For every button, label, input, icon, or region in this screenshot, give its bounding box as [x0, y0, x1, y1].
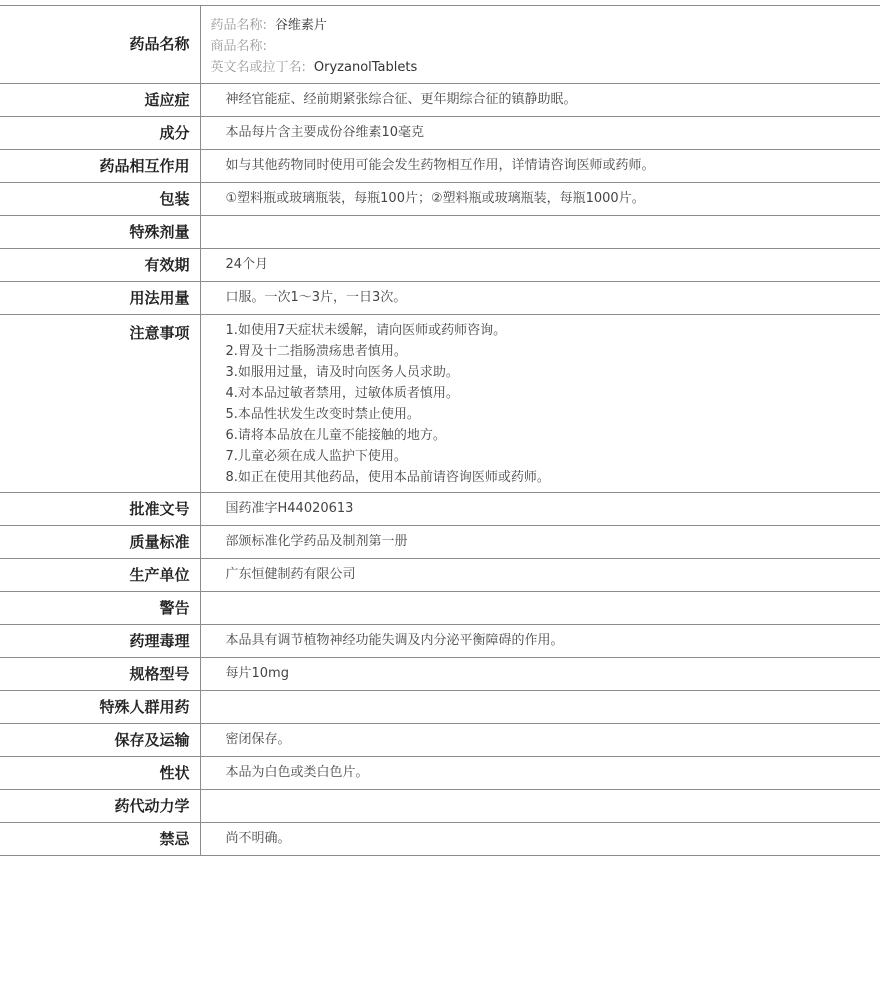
- english-name-key: 英文名或拉丁名:: [210, 60, 306, 75]
- interactions-label: 药品相互作用: [0, 150, 200, 183]
- warning-value: [200, 592, 880, 625]
- row-special-dosage: [0, 216, 880, 249]
- special-dosage-label: 特殊剂量: [0, 216, 200, 249]
- special-population-value: [200, 691, 880, 724]
- indications-value: 神经官能症、经前期紧张综合征、更年期综合征的镇静助眠。: [200, 84, 880, 117]
- drug-name-label: 药品名称: [0, 6, 200, 84]
- precaution-item: 7.儿童必须在成人监护下使用。: [225, 449, 407, 464]
- row-contraindications: [0, 823, 880, 856]
- packaging-value: ①塑料瓶或玻璃瓶装，每瓶100片；②塑料瓶或玻璃瓶装，每瓶1000片。: [200, 183, 880, 216]
- row-storage: [0, 724, 880, 757]
- precaution-item: 2.胃及十二指肠溃疡患者慎用。: [225, 344, 407, 359]
- trade-name-line: [211, 36, 880, 57]
- precaution-item: 4.对本品过敏者禁用，过敏体质者慎用。: [225, 386, 459, 401]
- english-name-line: [211, 57, 880, 78]
- row-interactions: [0, 150, 880, 183]
- shelf-life-value: 24个月: [200, 249, 880, 282]
- pharmacokinetics-value: [200, 790, 880, 823]
- precaution-item: 5.本品性状发生改变时禁止使用。: [225, 407, 420, 422]
- usage-value: 口服。一次1～3片，一日3次。: [200, 282, 880, 315]
- row-pharmacokinetics: [0, 790, 880, 823]
- manufacturer-value: 广东恒健制药有限公司: [200, 559, 880, 592]
- row-specification: [0, 658, 880, 691]
- generic-name-key: 药品名称:: [210, 18, 267, 33]
- pharmacokinetics-label: 药代动力学: [0, 790, 200, 823]
- row-manufacturer: [0, 559, 880, 592]
- row-ingredients: [0, 117, 880, 150]
- row-warning: [0, 592, 880, 625]
- storage-value: 密闭保存。: [200, 724, 880, 757]
- generic-name-value: 谷维素片: [274, 18, 327, 33]
- interactions-value: 如与其他药物同时使用可能会发生药物相互作用，详情请咨询医师或药师。: [200, 150, 880, 183]
- contraindications-label: 禁忌: [0, 823, 200, 856]
- drug-info-table: [0, 5, 880, 856]
- row-packaging: [0, 183, 880, 216]
- precaution-item: 3.如服用过量，请及时向医务人员求助。: [225, 365, 459, 380]
- specification-value: 每片10mg: [200, 658, 880, 691]
- contraindications-value: 尚不明确。: [200, 823, 880, 856]
- ingredients-label: 成分: [0, 117, 200, 150]
- row-indications: [0, 84, 880, 117]
- approval-number-value: 国药准字H44020613: [200, 493, 880, 526]
- approval-number-label: 批准文号: [0, 493, 200, 526]
- pharmacology-label: 药理毒理: [0, 625, 200, 658]
- special-dosage-value: [200, 216, 880, 249]
- quality-standard-value: 部颁标准化学药品及制剂第一册: [200, 526, 880, 559]
- row-usage: [0, 282, 880, 315]
- row-precautions: [0, 315, 880, 493]
- storage-label: 保存及运输: [0, 724, 200, 757]
- generic-name-line: [211, 15, 880, 36]
- row-quality-standard: [0, 526, 880, 559]
- indications-label: 适应症: [0, 84, 200, 117]
- ingredients-value: 本品每片含主要成份谷维素10毫克: [200, 117, 880, 150]
- precautions-list: [200, 315, 880, 493]
- packaging-label: 包装: [0, 183, 200, 216]
- row-pharmacology: [0, 625, 880, 658]
- english-name-value: OryzanolTablets: [313, 60, 418, 75]
- trade-name-key: 商品名称:: [210, 39, 267, 54]
- quality-standard-label: 质量标准: [0, 526, 200, 559]
- special-population-label: 特殊人群用药: [0, 691, 200, 724]
- specification-label: 规格型号: [0, 658, 200, 691]
- precaution-item: 8.如正在使用其他药品，使用本品前请咨询医师或药师。: [225, 470, 550, 485]
- manufacturer-label: 生产单位: [0, 559, 200, 592]
- appearance-value: 本品为白色或类白色片。: [200, 757, 880, 790]
- precautions-label: 注意事项: [0, 315, 200, 493]
- row-drug-name: [0, 6, 880, 84]
- appearance-label: 性状: [0, 757, 200, 790]
- row-appearance: [0, 757, 880, 790]
- usage-label: 用法用量: [0, 282, 200, 315]
- pharmacology-value: 本品具有调节植物神经功能失调及内分泌平衡障碍的作用。: [200, 625, 880, 658]
- precaution-item: 6.请将本品放在儿童不能接触的地方。: [225, 428, 446, 443]
- row-special-population: [0, 691, 880, 724]
- row-shelf-life: [0, 249, 880, 282]
- warning-label: 警告: [0, 592, 200, 625]
- drug-name-cell: [200, 6, 880, 84]
- precaution-item: 1.如使用7天症状未缓解，请向医师或药师咨询。: [225, 323, 507, 338]
- row-approval-number: [0, 493, 880, 526]
- shelf-life-label: 有效期: [0, 249, 200, 282]
